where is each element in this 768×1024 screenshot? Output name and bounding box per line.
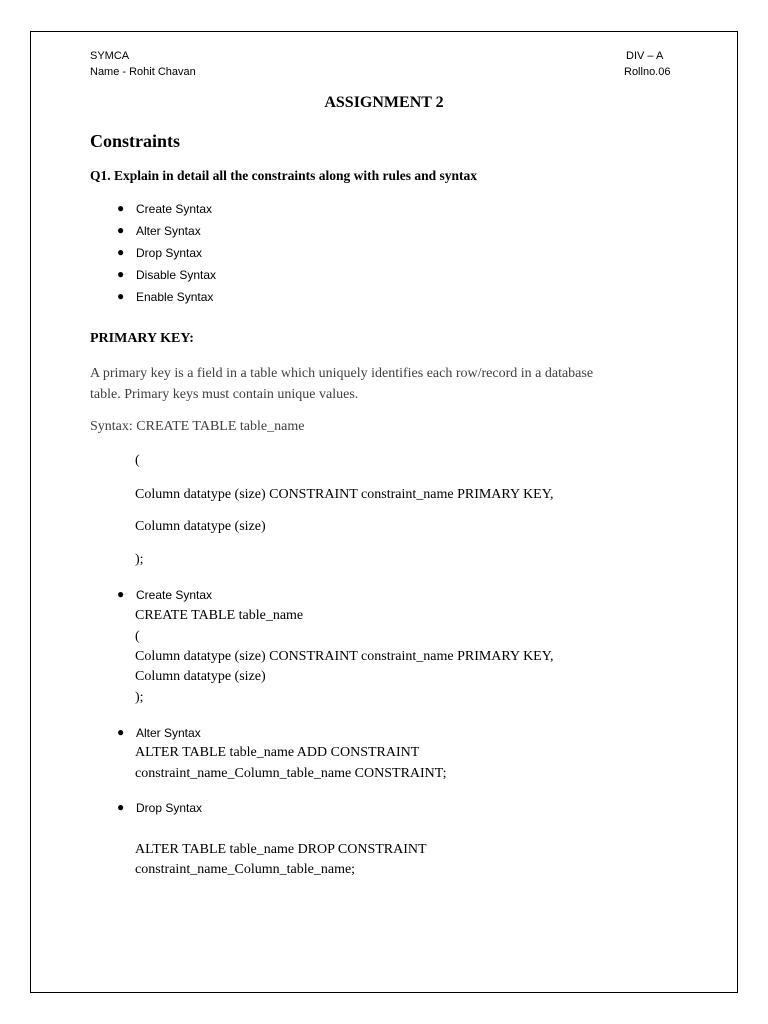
- bullet-icon: ●: [117, 725, 125, 739]
- create-syntax-line: Column datatype (size): [135, 669, 266, 684]
- drop-syntax-label: Drop Syntax: [136, 801, 203, 815]
- syntax-line: Column datatype (size): [135, 519, 266, 534]
- bullet-icon: ●: [117, 245, 125, 259]
- syntax-line: Column datatype (size) CONSTRAINT constraint_name PRIMARY KEY,: [135, 487, 554, 502]
- create-syntax-line: Column datatype (size) CONSTRAINT constraint_name PRIMARY KEY,: [135, 649, 554, 664]
- alter-syntax-line: ALTER TABLE table_name ADD CONSTRAINT: [135, 745, 420, 760]
- create-syntax-line: CREATE TABLE table_name: [135, 608, 304, 623]
- drop-syntax-line: constraint_name_Column_table_name;: [135, 862, 356, 877]
- list-item: Disable Syntax: [136, 268, 217, 282]
- bullet-icon: ●: [117, 289, 125, 303]
- drop-syntax-line: ALTER TABLE table_name DROP CONSTRAINT: [135, 842, 427, 857]
- syntax-line: (: [135, 453, 140, 468]
- create-syntax-line: (: [135, 629, 140, 644]
- primary-key-desc-line2: table. Primary keys must contain unique values.: [90, 387, 359, 402]
- syntax-label: Syntax: CREATE TABLE table_name: [90, 419, 305, 434]
- bullet-icon: ●: [117, 201, 125, 215]
- header-name: Name - Rohit Chavan: [90, 66, 196, 78]
- list-item: Create Syntax: [136, 202, 213, 216]
- section-title: Constraints: [90, 131, 181, 151]
- syntax-line: );: [135, 552, 144, 567]
- alter-syntax-line: constraint_name_Column_table_name CONSTRAINT;: [135, 766, 447, 781]
- primary-key-heading: PRIMARY KEY:: [90, 331, 194, 346]
- list-item: Alter Syntax: [136, 224, 201, 238]
- header-division: DIV – A: [626, 50, 664, 62]
- bullet-icon: ●: [117, 800, 125, 814]
- create-syntax-line: );: [135, 690, 144, 705]
- primary-key-desc-line1: A primary key is a field in a table which uniquely identifies each row/record in a database: [90, 366, 594, 381]
- bullet-icon: ●: [117, 267, 125, 281]
- list-item: Drop Syntax: [136, 246, 203, 260]
- create-syntax-label: Create Syntax: [136, 588, 213, 602]
- header-rollno: Rollno.06: [624, 66, 671, 78]
- page-title: ASSIGNMENT 2: [324, 94, 444, 111]
- list-item: Enable Syntax: [136, 290, 214, 304]
- header-class: SYMCA: [90, 50, 130, 62]
- bullet-icon: ●: [117, 587, 125, 601]
- alter-syntax-label: Alter Syntax: [136, 726, 201, 740]
- bullet-icon: ●: [117, 223, 125, 237]
- question-text: Q1. Explain in detail all the constraints along with rules and syntax: [90, 168, 478, 183]
